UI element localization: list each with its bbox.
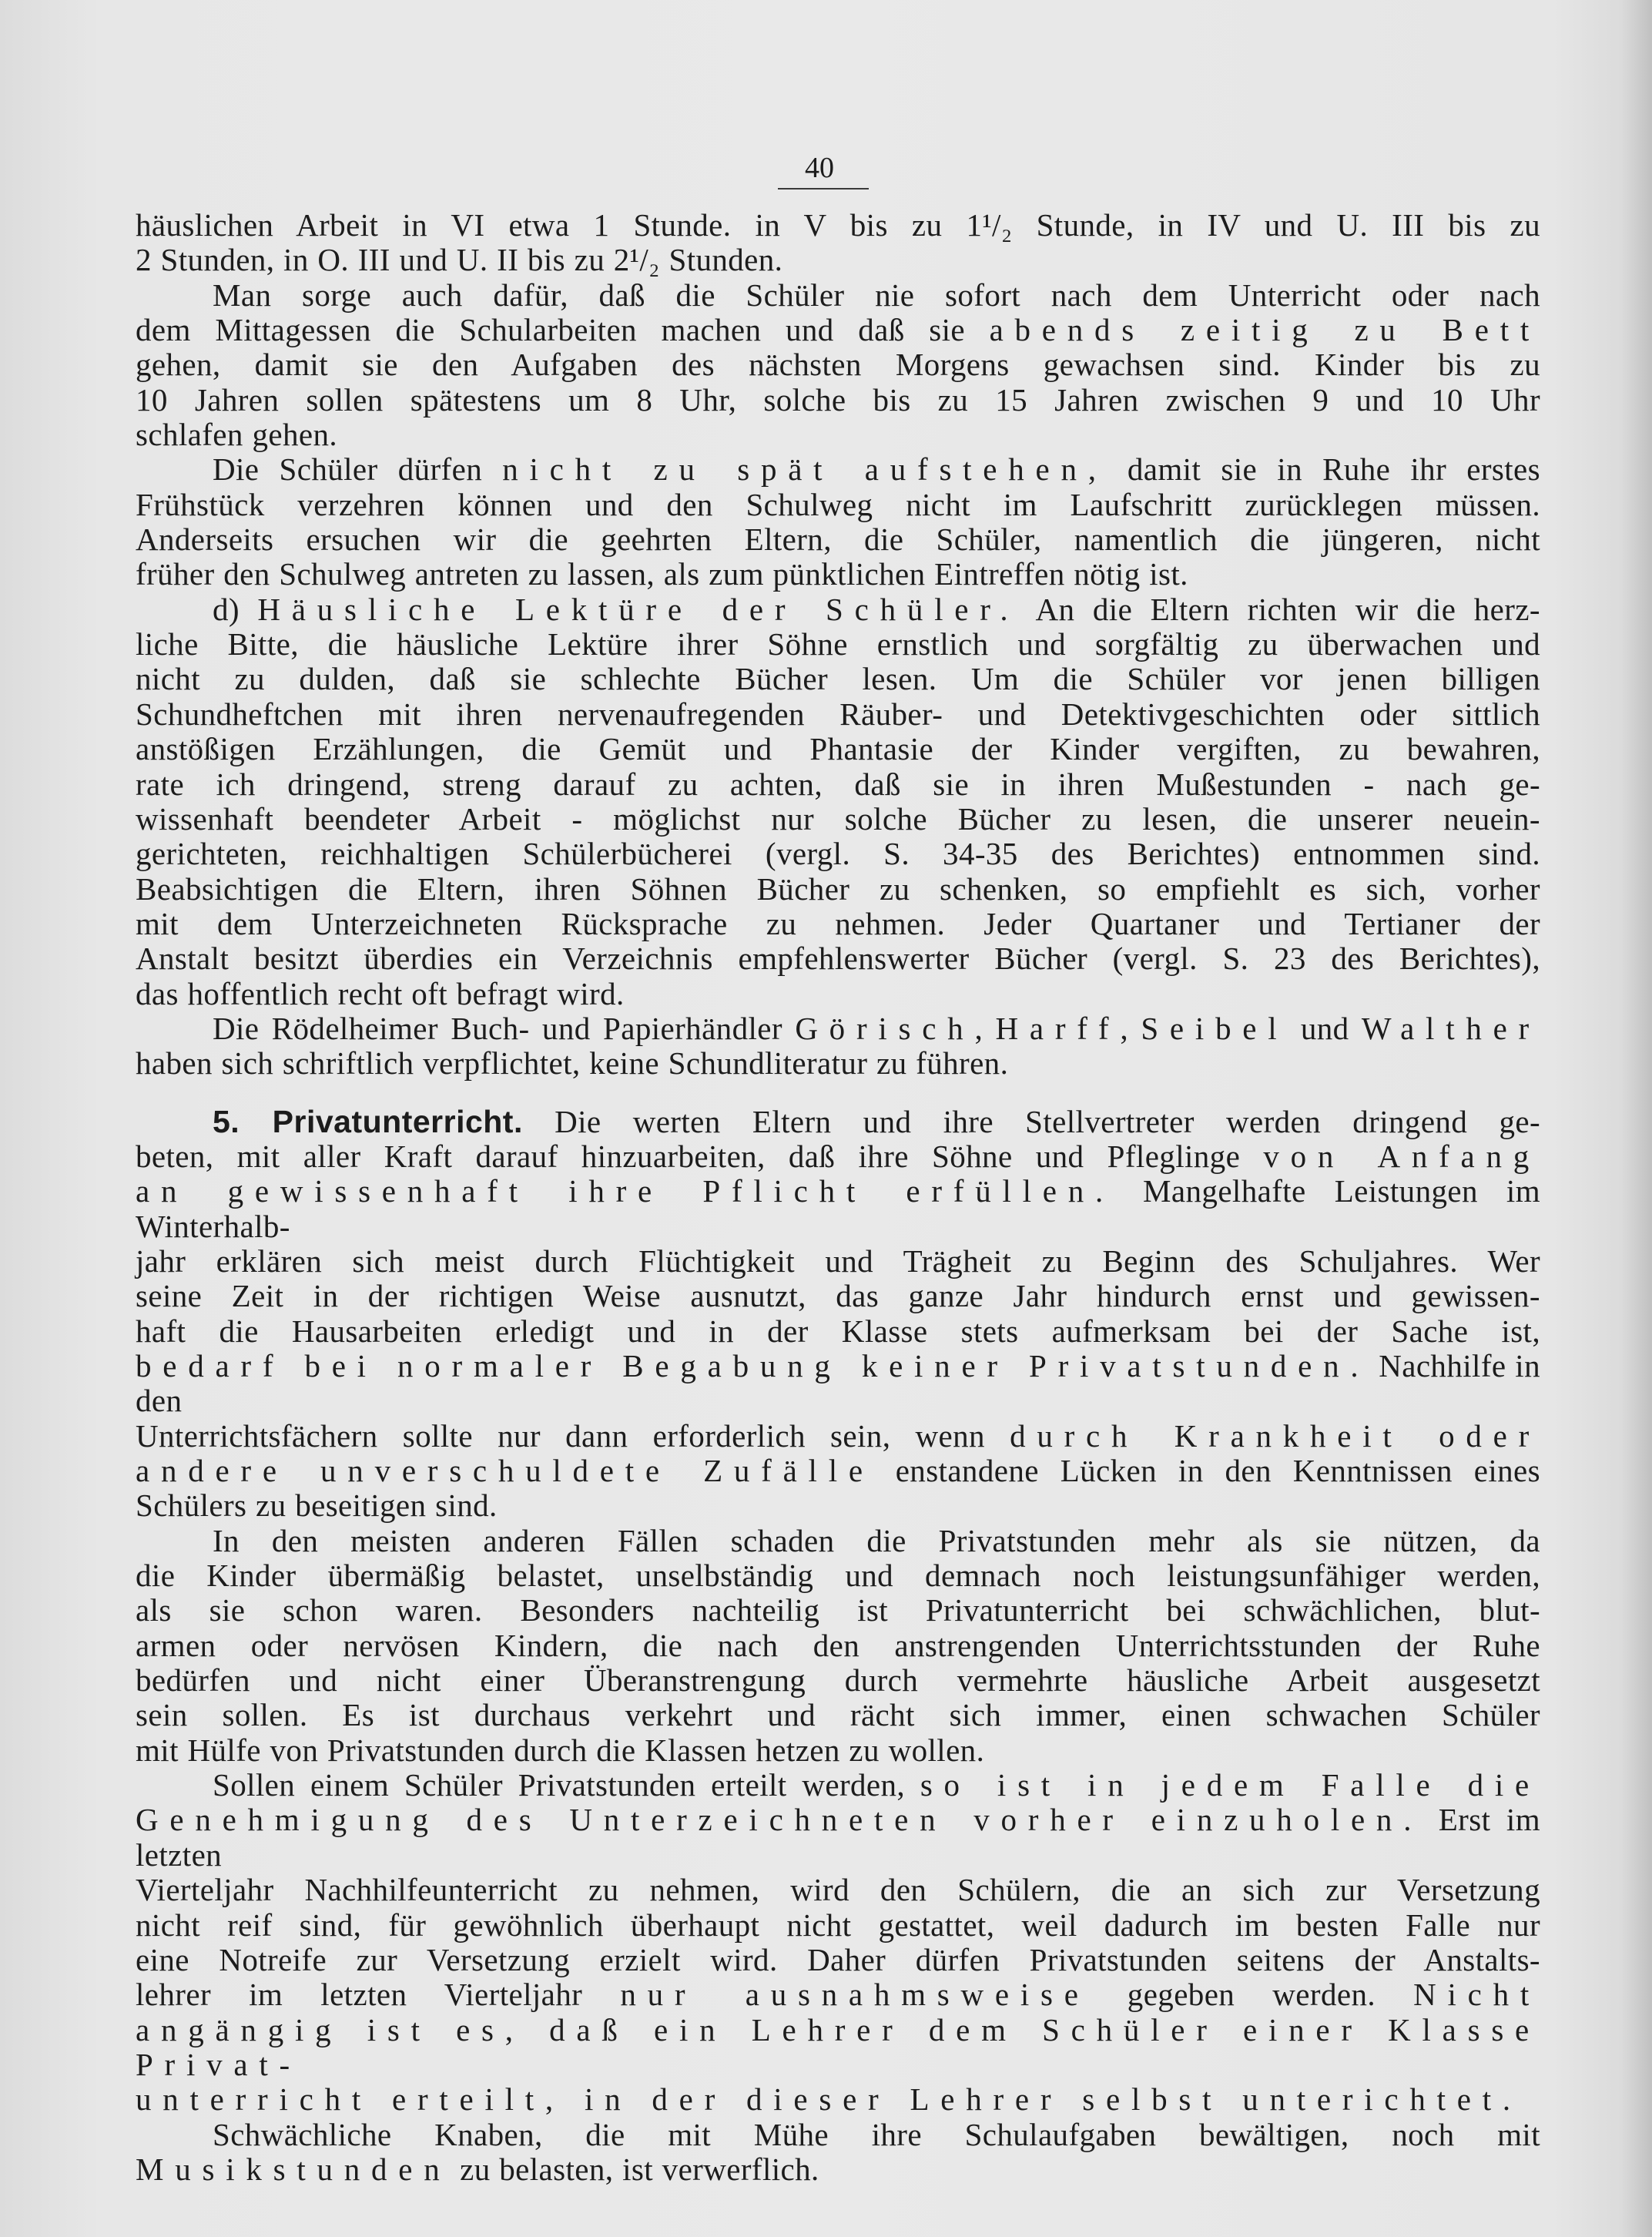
text-line: mit Hülfe von Privatstunden durch die Klassen hetzen zu wollen. (136, 1732, 985, 1768)
text-line (136, 1768, 1540, 1803)
text-line (136, 1803, 1540, 1873)
text-line (136, 592, 1540, 627)
page-number: 40 (805, 152, 834, 184)
body-text (136, 208, 1540, 2187)
emphasis-spaced: bedarf bei normaler Begabung keiner Privatstunden. (136, 1348, 1370, 1383)
text-run: Erst im letzten (136, 1802, 1540, 1873)
text-run: gegeben werden. (1089, 1977, 1414, 2013)
text-run: Nachhilfe in den (136, 1348, 1540, 1419)
text-run: Mangelhafte Leistungen im Winterhalb- (136, 1173, 1540, 1244)
name-spaced: Walther (1361, 1010, 1540, 1046)
text-line (136, 2082, 1540, 2117)
name-spaced: Harff (995, 1010, 1121, 1046)
text-run: Die werten Eltern und ihre Stellvertreter werden dringend ge- (522, 1103, 1540, 1139)
text-line: nicht reif sind, für gewöhnlich überhaupt nicht gestattet, weil dadurch im besten Falle nur (136, 1907, 1540, 1943)
text-line (136, 1349, 1540, 1419)
text-line: In den meisten anderen Fällen schaden die Privatstunden mehr als sie nützen, da (213, 1522, 1540, 1558)
text-line: Beabsichtigen die Eltern, ihren Söhnen Bücher zu schenken, so empfiehlt es sich, vorher (136, 870, 1540, 907)
paragraph-music (136, 2118, 1540, 2188)
text-run: beten, mit aller Kraft darauf hinzuarbeiten, daß ihre Söhne und Pfleglinge (136, 1138, 1264, 1174)
text-line (136, 452, 1540, 487)
text-line: nicht zu dulden, daß sie schlechte Bücher lesen. Um die Schüler vor jenen billigen (136, 661, 1540, 697)
text-line (136, 1454, 1540, 1488)
paragraph-approval (136, 1768, 1540, 2117)
text-run: An die Eltern richten wir die herz- (1019, 591, 1540, 627)
text-line (136, 2152, 1540, 2187)
text-line: Vierteljahr Nachhilfeunterricht zu nehmen, wird den Schülern, die an sich zur Versetzung (136, 1872, 1540, 1908)
text-run: damit sie in Ruhe ihr erstes (1107, 451, 1541, 488)
text-line: Schwächliche Knaben, die mit Mühe ihre Schulaufgaben bewältigen, noch mit (213, 2116, 1540, 2152)
emphasis-spaced: Genehmigung des Unterzeichneten vorher einzuholen. (136, 1802, 1423, 1838)
text-line (136, 313, 1540, 347)
emphasis-spaced: abends zeitig zu Bett (989, 312, 1540, 348)
text-line: haft die Hausarbeiten erledigt und in der Klasse stets aufmerksam bei der Sache ist, (136, 1313, 1540, 1349)
text-line: häuslichen Arbeit in VI etwa 1 Stunde. in V bis zu 1¹/₂ Stunde, in IV und U. III bis zu (136, 207, 1540, 243)
emphasis-spaced: Nicht (1413, 1977, 1541, 2013)
text-line: wissenhaft beendeter Arbeit - möglichst nur solche Bücher zu lesen, die unserer neuein- (136, 800, 1540, 837)
text-line (136, 2013, 1540, 2083)
text-line: Anderseits ersuchen wir die geehrten Eltern, die Schüler, namentlich die jüngeren, nicht (136, 522, 1540, 558)
text-line: 2 Stunden, in O. III und U. II bis zu 2¹/₂ Stunden. (136, 242, 783, 278)
text-run: zu belasten, ist verwerflich. (451, 2151, 819, 2187)
text-line: Man sorge auch dafür, daß die Schüler nie sofort nach dem Unterricht oder nach (213, 277, 1540, 313)
text-run: d) (213, 591, 258, 627)
emphasis-spaced: so ist in jedem Falle die (920, 1767, 1540, 1803)
emphasis-spaced: an gewissenhaft ihre Pflicht erfüllen. (136, 1173, 1115, 1209)
section-gap (136, 1082, 1540, 1105)
text-line: Frühstück verzehren können und den Schulweg nicht im Laufschritt zurücklegen müssen. (136, 486, 1540, 522)
text-line: armen oder nervösen Kindern, die nach den anstrengenden Unterrichtsstunden der Ruhe (136, 1627, 1540, 1663)
text-run: lehrer im letzten Vierteljahr (136, 1977, 621, 2013)
paragraph-harm (136, 1524, 1540, 1768)
emphasis-spaced: nicht zu spät aufstehen, (502, 451, 1107, 488)
emphasis-spaced: unterricht erteilt, in der dieser Lehrer selbst unterichtet. (136, 2081, 1522, 2118)
text-run: Sollen einem Schüler Privatstunden erteilt werden, (213, 1767, 920, 1803)
text-run: , (974, 1010, 996, 1046)
text-line: rate ich dringend, streng darauf zu achten, daß sie in ihren Mußestunden - nach ge- (136, 766, 1540, 802)
paragraph-morning (136, 452, 1540, 592)
emphasis-spaced: von Anfang (1263, 1138, 1540, 1174)
text-line: liche Bitte, die häusliche Lektüre ihrer Söhne ernstlich und sorgfältig zu überwachen und (136, 626, 1540, 662)
paragraph-reading (136, 592, 1540, 1011)
page-number-rule (778, 188, 869, 189)
text-run: dem Mittagessen die Schularbeiten machen und daß sie (136, 312, 990, 348)
emphasis-spaced: andere unverschuldete Zufälle (136, 1453, 874, 1489)
page-edge-shadow (1621, 0, 1652, 2237)
text-run: , (1120, 1010, 1141, 1046)
text-line (136, 1105, 1540, 1139)
paragraph-homework-hours (136, 208, 1540, 278)
section-heading: 5. Privatunterricht. (213, 1103, 523, 1139)
text-line: mit dem Unterzeichneten Rücksprache zu nehmen. Jeder Quartaner und Tertianer der (136, 905, 1540, 941)
text-line: Schundheftchen mit ihren nervenaufregenden Räuber- und Detektivgeschichten oder sittlich (136, 696, 1540, 732)
text-run: Unterrichtsfächern sollte nur dann erforderlich sein, wenn (136, 1417, 1010, 1454)
name-spaced: Seibel (1141, 1010, 1288, 1046)
emphasis-spaced: durch Krankheit oder (1010, 1417, 1540, 1454)
paragraph-booksellers (136, 1011, 1540, 1082)
text-line (136, 1139, 1540, 1174)
text-line: gerichteten, reichhaltigen Schülerbücherei (vergl. S. 34-35 des Berichtes) entnommen sind. (136, 836, 1540, 872)
text-line: 10 Jahren sollen spätestens um 8 Uhr, solche bis zu 15 Jahren zwischen 9 und 10 Uhr (136, 381, 1540, 418)
text-line: die Kinder übermäßig belastet, unselbständig und demnach noch leistungsunfähiger werden, (136, 1558, 1540, 1594)
text-line: bedürfen und nicht einer Überanstrengung durch vermehrte häusliche Arbeit ausgesetzt (136, 1662, 1540, 1699)
text-line: schlafen gehen. (136, 417, 337, 453)
paragraph-private-lessons (136, 1105, 1540, 1524)
emphasis-spaced: Musikstunden (136, 2151, 451, 2187)
text-line: Anstalt besitzt überdies ein Verzeichnis empfehlenswerter Bücher (vergl. S. 23 des Berichtes), (136, 941, 1540, 977)
text-line: sein sollen. Es ist durchaus verkehrt und rächt sich immer, einen schwachen Schüler (136, 1697, 1540, 1733)
section-title-spaced: Häusliche Lektüre der Schüler. (257, 591, 1020, 627)
emphasis-spaced: nur ausnahmsweise (620, 1977, 1090, 2013)
text-line: haben sich schriftlich verpflichtet, keine Schundliteratur zu führen. (136, 1045, 1009, 1082)
text-run: Die Schüler dürfen (213, 451, 503, 488)
text-line: seine Zeit in der richtigen Weise ausnutzt, das ganze Jahr hindurch ernst und gewissen- (136, 1278, 1540, 1314)
text-line (136, 1977, 1540, 2012)
text-line: gehen, damit sie den Aufgaben des nächsten Morgens gewachsen sind. Kinder bis zu (136, 347, 1540, 383)
text-line: als sie schon waren. Besonders nachteilig ist Privatunterricht bei schwächlichen, blut- (136, 1592, 1540, 1628)
text-run: Die Rödelheimer Buch- und Papierhändler (213, 1010, 796, 1046)
emphasis-spaced: angängig ist es, daß ein Lehrer dem Schüler einer Klasse Privat- (136, 2011, 1540, 2082)
text-line: früher den Schulweg antreten zu lassen, als zum pünktlichen Eintreffen nötig ist. (136, 556, 1188, 592)
text-line: anstößigen Erzählungen, die Gemüt und Phantasie der Kinder vergiften, zu bewahren, (136, 731, 1540, 767)
name-spaced: Görisch (795, 1010, 975, 1046)
text-line (136, 1174, 1540, 1244)
text-line: jahr erklären sich meist durch Flüchtigkeit und Trägheit zu Beginn des Schuljahres. Wer (136, 1243, 1540, 1279)
text-line: das hoffentlich recht oft befragt wird. (136, 975, 625, 1011)
text-line: eine Notreife zur Versetzung erzielt wird. Daher dürfen Privatstunden seitens der Anstalts- (136, 1941, 1540, 1977)
text-run: enstandene Lücken in den Kenntnissen eines (873, 1453, 1540, 1489)
paragraph-schedule (136, 278, 1540, 453)
text-line (136, 1011, 1540, 1046)
text-line: Schülers zu beseitigen sind. (136, 1487, 498, 1524)
text-line (136, 1419, 1540, 1454)
text-run: und (1288, 1010, 1362, 1046)
